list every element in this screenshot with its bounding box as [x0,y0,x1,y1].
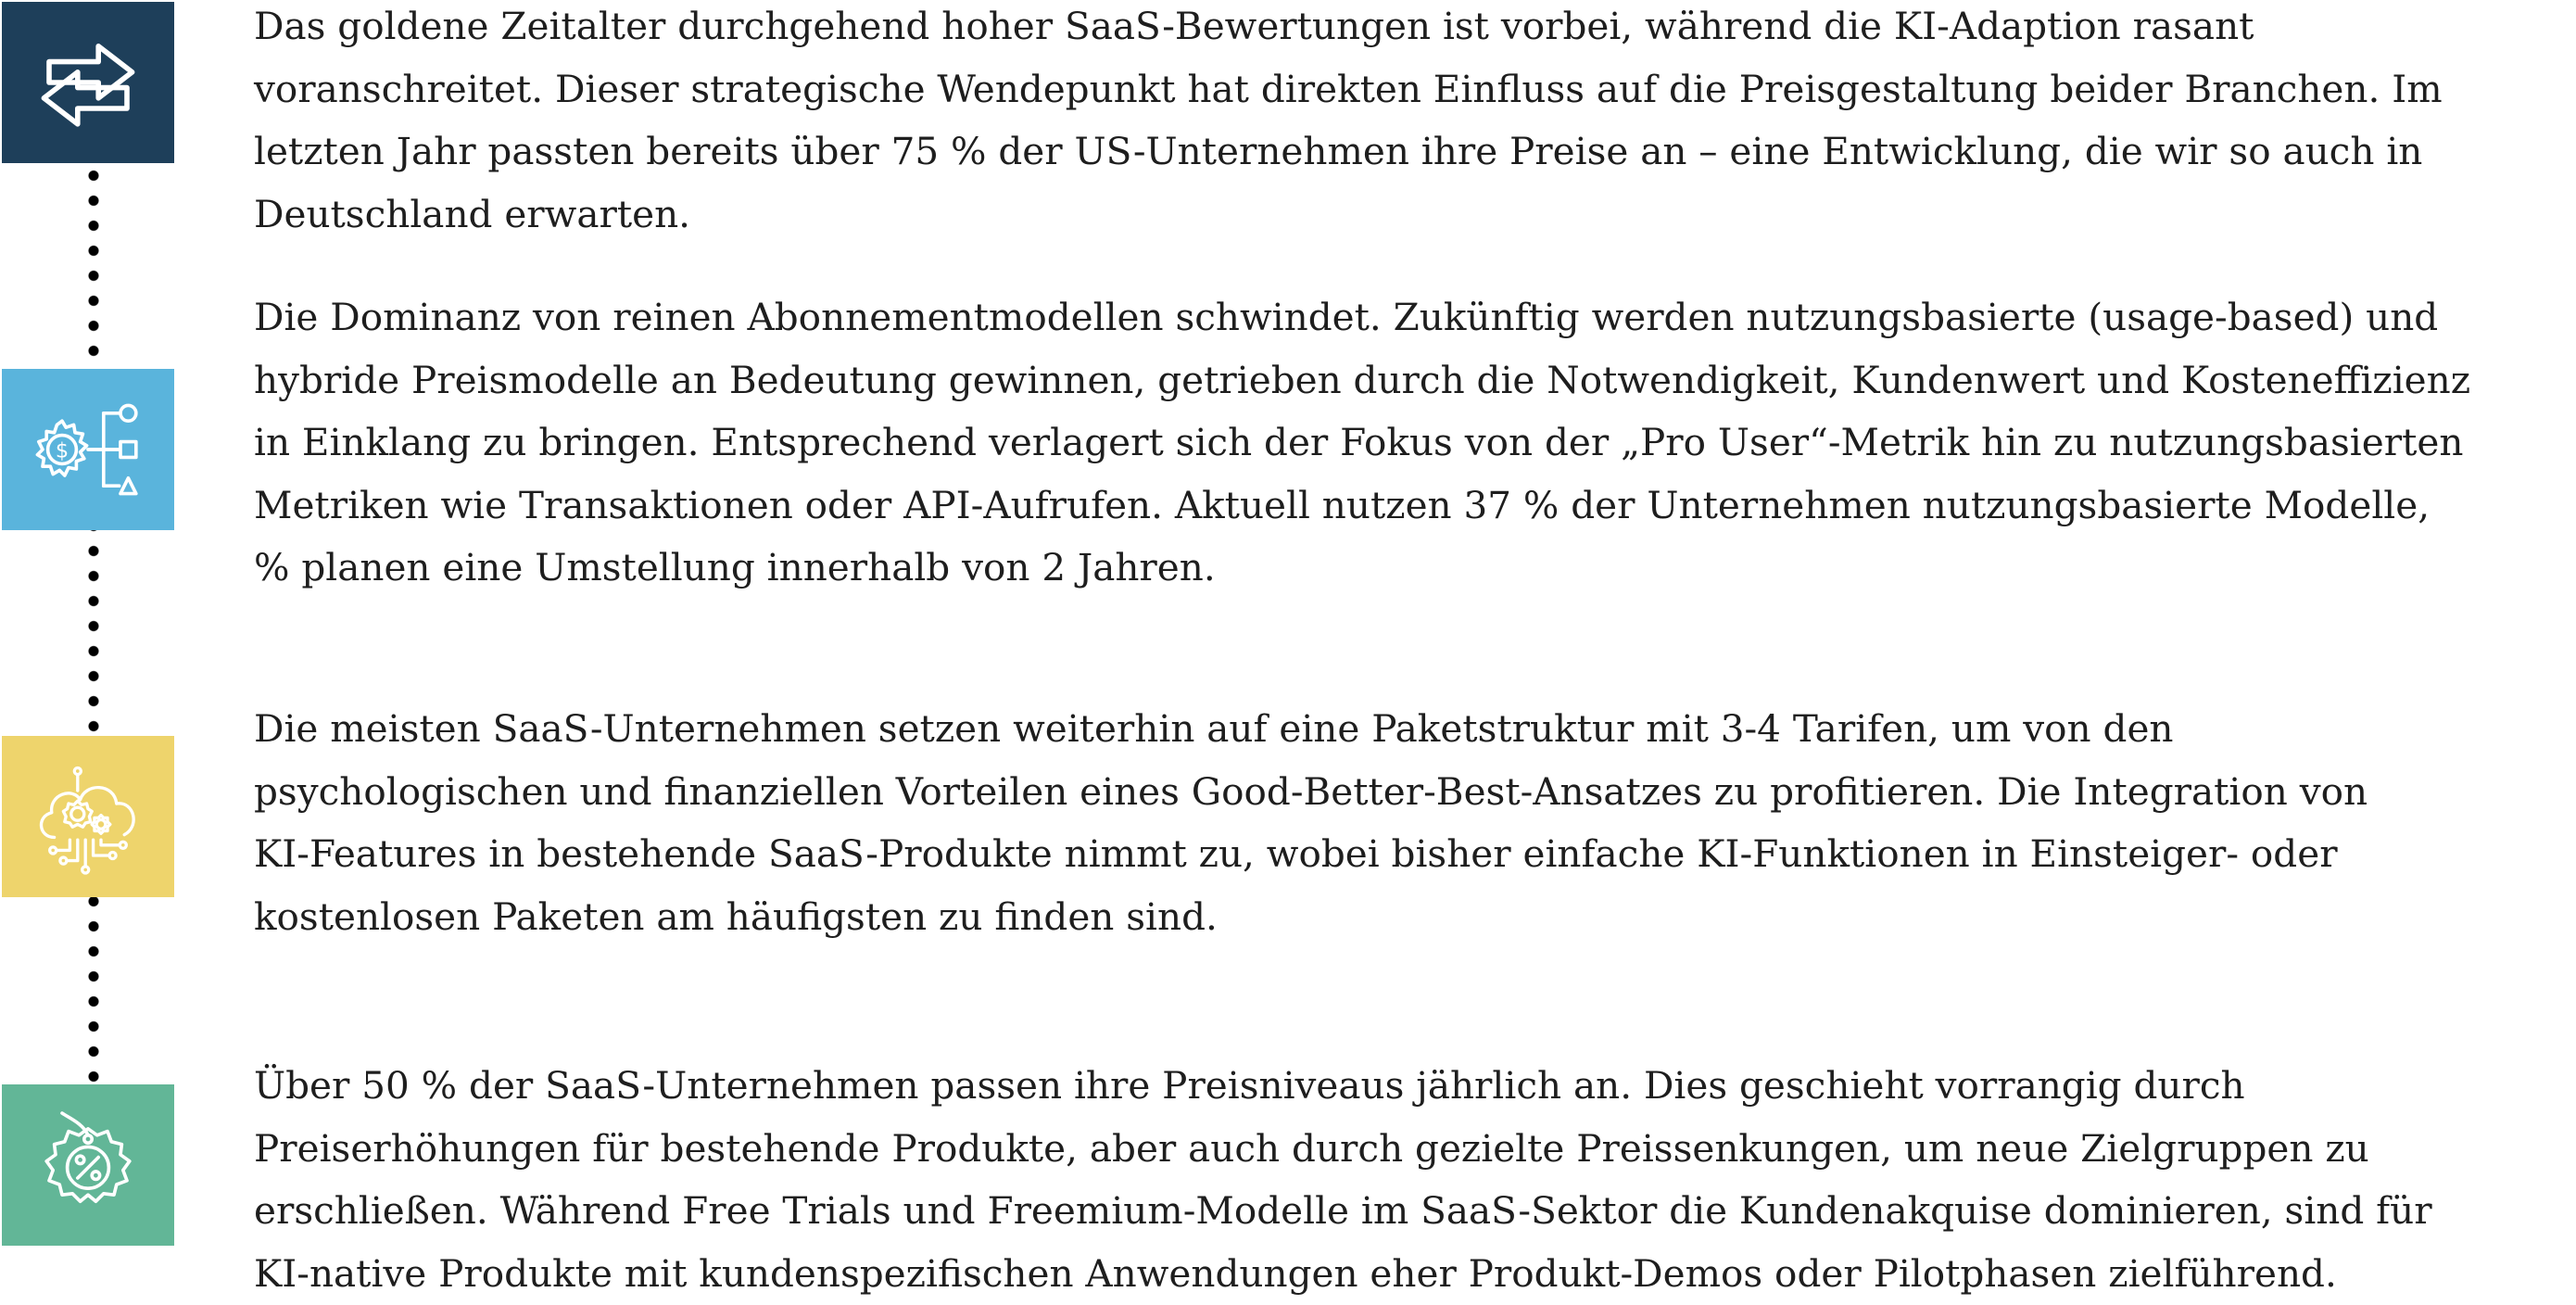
paragraph-line: KI-Features in bestehende SaaS-Produkte nimmt zu, wobei bisher einfache KI-Funktionen in Einsteiger- oder [254,823,2570,886]
paragraph-line: Metriken wie Transaktionen oder API-Aufrufen. Aktuell nutzen 37 % der Unternehmen nutzungsbasierte Modelle, [254,475,2570,538]
paragraph-line: hybride Preismodelle an Bedeutung gewinnen, getrieben durch die Notwendigkeit, Kundenwert und Kosteneffizienz [254,349,2570,412]
cloud-gears-circuit-icon [2,736,174,897]
paragraph-line: % planen eine Umstellung innerhalb von 2 Jahren. [254,537,2570,600]
paragraph-line: letzten Jahr passten bereits über 75 % der US-Unternehmen ihre Preise an – eine Entwicklung, die wir so auch in [254,120,2570,184]
timeline-paragraph-1 [254,0,2570,246]
paragraph-line: erschließen. Während Free Trials und Freemium-Modelle im SaaS-Sektor die Kundenakquise dominieren, sind für [254,1180,2570,1243]
paragraph-line: Über 50 % der SaaS-Unternehmen passen ihre Preisniveaus jährlich an. Dies geschieht vorrangig durch [254,1055,2570,1118]
paragraph-line: KI-native Produkte mit kundenspezifischen Anwendungen eher Produkt-Demos oder Pilotphasen zielführend. [254,1243,2570,1305]
paragraph-line: Deutschland erwarten. [254,184,2570,247]
timeline-paragraph-4 [254,1055,2570,1305]
paragraph-line: psychologischen und finanziellen Vorteilen eines Good-Better-Best-Ansatzes zu profitieren. Die Integration von [254,761,2570,824]
paragraph-line: voranschreitet. Dieser strategische Wendepunkt hat direkten Einfluss auf die Preisgestaltung beider Branchen. Im [254,58,2570,121]
dollar-gear-flowchart-icon [2,369,174,530]
paragraph-line: Die meisten SaaS-Unternehmen setzen weiterhin auf eine Paketstruktur mit 3-4 Tarifen, um von den [254,698,2570,761]
paragraph-line: Das goldene Zeitalter durchgehend hoher SaaS-Bewertungen ist vorbei, während die KI-Adaption rasant [254,0,2570,58]
paragraph-line: in Einklang zu bringen. Entsprechend verlagert sich der Fokus von der „Pro User“-Metrik hin zu nutzungsbasierten [254,412,2570,475]
svg-text:$: $ [56,438,69,462]
timeline-paragraph-3 [254,698,2570,948]
exchange-arrows-icon [2,2,174,163]
paragraph-line: Preiserhöhungen für bestehende Produkte, aber auch durch gezielte Preissenkungen, um neue Zielgruppen zu [254,1118,2570,1181]
timeline-paragraph-2 [254,286,2570,600]
paragraph-line: kostenlosen Paketen am häufigsten zu finden sind. [254,886,2570,949]
paragraph-line: Die Dominanz von reinen Abonnementmodellen schwindet. Zukünftig werden nutzungsbasierte (usage-based) und [254,286,2570,349]
timeline-dotted-line [87,163,100,1090]
percent-badge-tag-icon [2,1084,174,1246]
